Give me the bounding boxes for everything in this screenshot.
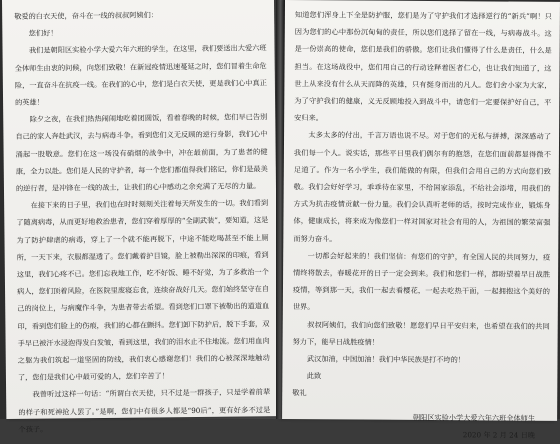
- letter-signature: 朝阳区实验小学大爱六年六班全体师生: [412, 412, 536, 423]
- letter-page-left: [2, 0, 278, 434]
- letter-closing-1: 此致: [306, 371, 322, 381]
- letter-paragraph: 叔叔阿姨们，我们向您们致敬！愿您们早日平安归来，也希望在我们的共同努力下，能早日战胜疫情！: [292, 319, 550, 347]
- letter-greeting: 敬爱的白衣天使，奋斗在一线的叔叔阿姨们：: [14, 10, 158, 21]
- letter-date: 2020 年 2 月 24 日晚: [462, 430, 535, 440]
- letter-paragraph: 在接下来的日子里，我们也在时时刻刻关注着每天所发生的一切。我们看到了随离病毒，从而更好地救治患者，您们穿着厚厚的“全副武装”，要知道，这是为了防护肆虐的病毒，穿上了一个就不能再脱下，中途不能吃喝甚至不能上厕所，一天下来，衣服都湿透了。您们戴着护目镜，脸上被勒出深深的印痕，看到这里，我们心疼不已。您们忘我地工作，吃不好饭、睡不好觉，为了多救治一个病人，您们顶着风险，在医院里废寝忘食，连续奋战好几天。您们始终坚守在自己的岗位上，与病魔作斗争，为患者带去希望。看到您们口罩下被勒出的道道血印，看到您们脸上的伤痕，我们的心都在颤抖。您们卸下防护后，脱下手套，双手早已被汗水浸泡得发白发皱，看到这里，我们的泪水止不住地流。您们用血肉之躯为我们筑起一道坚固的防线，我们衷心感谢您们！我们的心被深深地触动了，您们是我们心中最可爱的人，您们辛苦了！: [16, 198, 270, 383]
- letter-page-right: [282, 0, 560, 440]
- letter-paragraph: 我们是朝阳区实验小学大爱六年六班的学生，在这里，我们要送出大爱六班全体师生由衷的问候，向您们致敬！在新冠疫情迅速蔓延之时，您们冒着生命危险，一直奋斗在抗疫一线。在我们的心中，您们是白衣天使，更是我们心中真正的英雄！: [14, 43, 267, 107]
- letter-paragraph: 除夕之夜，在我们热热闹闹地吃着团圆饭，看着春晚的时候，您们早已告别自己的家人奔赴武汉，去与病毒斗争。看到您们义无反顾的逆行身影，我们心中涌起一股敬意。您们在这一场没有硝烟的战争中，冲在最前面，为了患者的健康，全力以赴。您们是人民的守护者，每一个您们都值得我们铭记，你们是最美的逆行者，是冲锋在一线的战士，让我们的心中感动之余充满了无尽的力量。: [15, 112, 268, 193]
- letter-paragraph: 太多太多的付出，千言万语也说不尽。对于您们的无私与拼搏，深深感动了我们每一个人。说实话，那些平日里我们偶尔有的抱怨，在您们面前都显得微不足道了。作为一名小学生，我们能做的有限，但我们会用自己的方式向您们致敬。我们会好好学习，乖乖待在家里，不给国家添乱，不给社会添堵，用我们的方式为抗击疫情贡献一份力量。我们会认真听老师的话，按时完成作业，锻炼身体，健康成长，将来成为像您们一样对国家对社会有用的人，为祖国的繁荣富强而努力奋斗。: [293, 130, 552, 244]
- letter-hello: 您们好！: [28, 28, 58, 38]
- letter-paragraph: 一切都会好起来的！我们坚信：有您们的守护，有全国人民的共同努力，疫情终将散去，春暖花开的日子一定会到来。我们和您们一样，都盼望着早日战胜疫情，等到那一天，我们一起去看樱花，一起去吃热干面，一起拥抱这个美好的世界。: [292, 251, 551, 312]
- letter-paragraph: 武汉加油，中国加油！我们中华民族是打不垮的！: [306, 354, 466, 365]
- letter-paragraph: 我曾听过这样一句话：“所谓白衣天使，只不过是一群孩子，只是学着前辈的样子和死神抢人罢了。”是啊，您们中有很多人都是“90后”，更有好多不过是个孩子。: [18, 387, 271, 434]
- letter-paragraph: 知道您们浑身上下全是防护服，您们是为了守护我们才选择逆行的“新兵”啊！只因为您们的心中那份沉甸甸的责任，所以您们选择了留在一线，与病毒战斗。这是一份崇高的使命，您们是我们的骄傲。您们让我们懂得了什么是责任，什么是担当。在这场战役中，您们用自己的行动诠释着医者仁心，也让我们知道了，这世上从来没有什么从天而降的英雄，只有挺身而出的凡人。您们舍小家为大家，为了守护我们的健康，义无反顾地投入到战斗中，请您们一定要保护好自己，平安归来。: [294, 10, 552, 123]
- letter-closing-2: 敬礼: [292, 388, 307, 398]
